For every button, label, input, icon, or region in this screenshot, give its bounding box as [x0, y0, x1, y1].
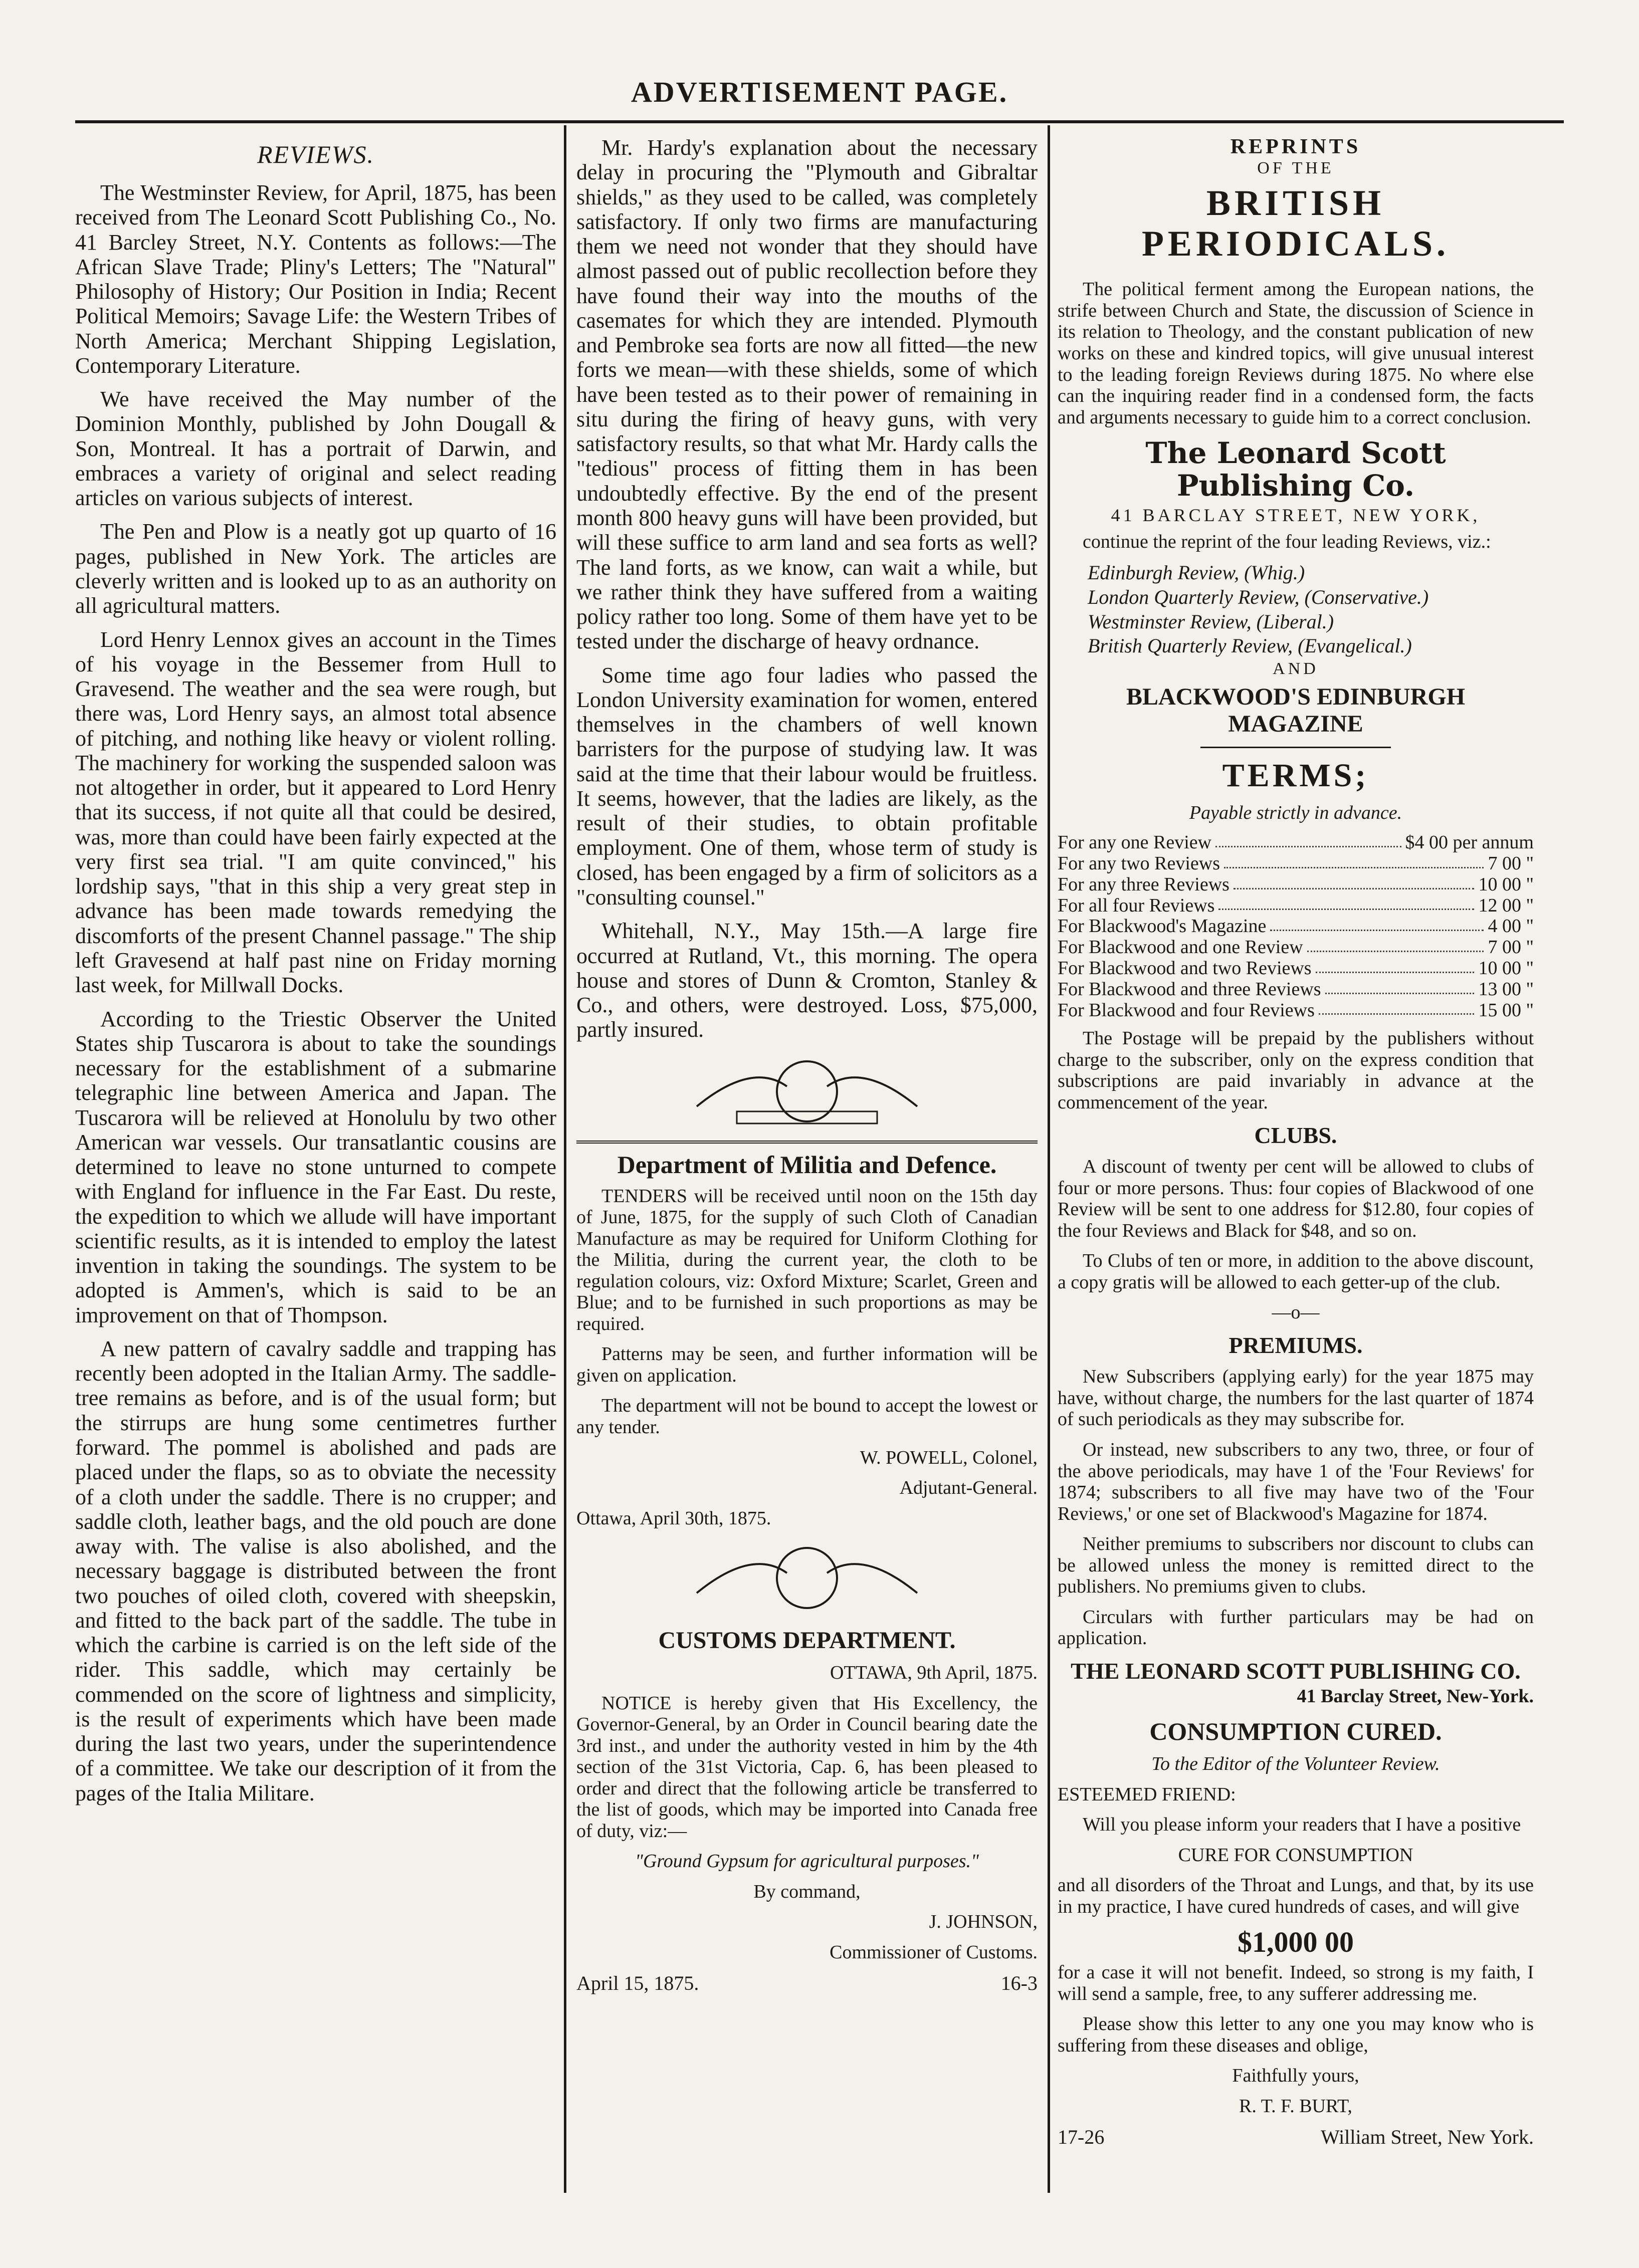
- price-value: $4 00 per annum: [1405, 832, 1534, 853]
- patterns-paragraph: Patterns may be seen, and further information will be given on application.: [576, 1343, 1038, 1386]
- price-label: For Blackwood and two Reviews: [1058, 957, 1312, 979]
- price-row: [1058, 853, 1534, 874]
- cavalry-saddle-paragraph: A new pattern of cavalry saddle and trapping has recently been adopted in the Italian Army. The saddle-tree remains as before, and is of the usual form; but the stirrups are hung some centimetres further forward. The pommel is abolished and pads are placed under the flaps, so as to obviate the necessity of a cloth under the saddle. There is no crupper; and saddle cloth, leather bags, and the old pouch are done away with. The valise is also abolished, and the necessary baggage is distributed between the front two pouches of oiled cloth, covered with sheepskin, and fitted to the back part of the saddle. The tube in which the carbine is carried is on the left side of the rider. This saddle, which may certainly be commended on the score of lightness and simplicity, is the result of experiments which have been made during the last two years, under the superintendence of a committee. We take our description of it from the pages of the Italia Militare.: [75, 1336, 556, 1805]
- premiums-paragraph-2: Or instead, new subscribers to any two, three, or four of the above periodicals, may have 1 of the 'Four Reviews' for 1874; subscribers to all five may have two of the 'Four Reviews,' or one set of Blackwood's Magazine for 1874.: [1058, 1439, 1534, 1524]
- price-row: [1058, 916, 1534, 937]
- royal-arms-emblem: [677, 1051, 937, 1131]
- section-separator: —o—: [1272, 1302, 1320, 1323]
- customs-footer: [576, 1972, 1038, 1995]
- publisher-banner: THE LEONARD SCOTT PUBLISHING CO.: [1071, 1658, 1521, 1684]
- not-bound-paragraph: The department will not be bound to accept the lowest or any tender.: [576, 1395, 1038, 1438]
- price-value: 10 00 ": [1478, 957, 1534, 979]
- will-you-inform: Will you please inform your readers that I have a positive: [1083, 1814, 1521, 1836]
- review-london-quarterly: London Quarterly Review, (Conservative.): [1088, 585, 1429, 608]
- burt-footer: [1058, 2126, 1534, 2149]
- disorders-paragraph: and all disorders of the Throat and Lungs, and that, by its use in my practice, I have cured hundreds of cases, and will give: [1058, 1875, 1534, 1917]
- reward-amount: $1,000 00: [1238, 1926, 1354, 1959]
- price-value: 7 00 ": [1488, 937, 1534, 958]
- page-header: ADVERTISEMENT PAGE.: [631, 76, 1008, 108]
- tenders-paragraph: TENDERS will be received until noon on the 15th day of June, 1875, for the supply of such Cloth of Canadian Manufacture as may be required for Uniform Clothing for the Militia, during the current year, the cloth to be regulation colours, viz: Oxford Mixture; Scarlet, Green and Blue; and to be furnished in such proportions as may be required.: [576, 1185, 1038, 1334]
- price-row: [1058, 895, 1534, 917]
- price-label: For Blackwood and four Reviews: [1058, 999, 1315, 1021]
- price-label: For any two Reviews: [1058, 852, 1220, 874]
- by-command: By command,: [753, 1881, 861, 1902]
- continue-text: continue the reprint of the four leading Reviews, viz.:: [1083, 531, 1491, 553]
- customs-emblem: [677, 1538, 937, 1618]
- whitehall-fire-paragraph: Whitehall, N.Y., May 15th.—A large fire occurred at Rutland, Vt., this morning. The opera house and stores of Dunn & Cromton, Stanley & Co., and others, were destroyed. Loss, $75,000, partly insured.: [576, 919, 1038, 1042]
- price-label: For Blackwood's Magazine: [1058, 916, 1267, 937]
- clubs-ten-paragraph: To Clubs of ten or more, in addition to the above discount, a copy gratis will be allowed to each getter-up of the club.: [1058, 1250, 1534, 1293]
- price-row: [1058, 832, 1534, 853]
- blackwood-title: BLACKWOOD'S EDINBURGH MAGAZINE: [1126, 684, 1466, 737]
- premiums-paragraph-3: Neither premiums to subscribers nor discount to clubs can be allowed unless the money is remitted direct to the publishers. No premiums given to clubs.: [1058, 1533, 1534, 1598]
- review-british-quarterly: British Quarterly Review, (Evangelical.): [1088, 634, 1412, 657]
- british-periodicals-title: BRITISH PERIODICALS.: [1141, 183, 1450, 264]
- premiums-paragraph-4: Circulars with further particulars may be had on application.: [1058, 1606, 1534, 1649]
- dot-leader: [1224, 853, 1484, 868]
- adjutant-general-title: Adjutant-General.: [899, 1477, 1038, 1499]
- publisher-banner-address: 41 Barclay Street, New-York.: [1297, 1686, 1534, 1707]
- clubs-paragraph: A discount of twenty per cent will be allowed to clubs of four or more persons. Thus: four copies of Blackwood of one Review will be sent to one address for $12.80, four copies of the four Reviews and Black for $48, and so on.: [1058, 1156, 1534, 1241]
- dot-leader: [1325, 979, 1475, 994]
- commissioner-title: Commissioner of Customs.: [830, 1941, 1038, 1963]
- price-row: [1058, 1000, 1534, 1021]
- esteemed-friend: ESTEEMED FRIEND:: [1058, 1783, 1236, 1805]
- terms-divider: [1200, 747, 1391, 748]
- johnson-signature: J. JOHNSON,: [929, 1911, 1038, 1933]
- faithfully-yours: Faithfully yours,: [1232, 2065, 1359, 2087]
- price-row: [1058, 937, 1534, 958]
- customs-footer-code: 16-3: [1000, 1971, 1038, 1994]
- price-value: 13 00 ": [1478, 978, 1534, 1000]
- price-value: 15 00 ": [1478, 999, 1534, 1021]
- price-label: For Blackwood and one Review: [1058, 937, 1303, 958]
- price-value: 10 00 ": [1478, 873, 1534, 895]
- militia-department-title: Department of Militia and Defence.: [576, 1141, 1038, 1179]
- price-label: For all four Reviews: [1058, 894, 1215, 916]
- price-label: For any one Review: [1058, 832, 1212, 853]
- price-row: [1058, 874, 1534, 895]
- ottawa-date: Ottawa, April 30th, 1875.: [576, 1507, 771, 1529]
- cure-for-consumption: CURE FOR CONSUMPTION: [1178, 1844, 1413, 1866]
- ladies-law-paragraph: Some time ago four ladies who passed the London University examination for women, entered themselves in the chambers of well known barristers for the purpose of studying law. It was said at the time that their labour would be fruitless. It seems, however, that the ladies are likely, as the result of their studies, to obtain profitable employment. One of them, whose term of study is closed, has been engaged by a firm of solicitors as a "consulting counsel.": [576, 662, 1038, 910]
- column-divider-left: [564, 125, 566, 2193]
- dot-leader: [1218, 895, 1474, 911]
- dot-leader: [1316, 958, 1475, 973]
- column-reviews: [75, 135, 556, 2188]
- price-row: [1058, 958, 1534, 979]
- publisher-address: 41 BARCLAY STREET, NEW YORK,: [1111, 505, 1481, 526]
- westminster-review-paragraph: The Westminster Review, for April, 1875, has been received from The Leonard Scott Publishing Co., No. 41 Barcley Street, N.Y. Contents as follows:—The African Slave Trade; Pliny's Letters; The "Natural" Philosophy of History; Our Position in India; Recent Political Memoirs; Savage Life: the Western Tribes of North America; Merchant Shipping Legislation, Contemporary Literature.: [75, 180, 556, 378]
- review-westminster: Westminster Review, (Liberal.): [1088, 610, 1334, 633]
- notice-paragraph: NOTICE is hereby given that His Excellency, the Governor-General, by an Order in Council bearing date the 3rd inst., and under the authority vested in him by the 4th section of the 31st Victoria, Cap. 6, has been pleased to order and direct that the following article be transferred to the list of goods, which may be imported into Canada free of duty, viz:—: [576, 1692, 1038, 1842]
- powell-signature: W. POWELL, Colonel,: [860, 1447, 1038, 1468]
- postage-paragraph: The Postage will be prepaid by the publishers without charge to the subscriber, only on the express condition that subscriptions are paid invariably in advance at the commencement of the year.: [1058, 1028, 1534, 1113]
- and-text: AND: [1273, 659, 1319, 678]
- dot-leader: [1215, 832, 1401, 847]
- header-rule: [75, 120, 1564, 123]
- tuscarora-paragraph: According to the Triestic Observer the United States ship Tuscarora is about to take the soundings necessary for the establishment of a submarine telegraphic line between America and Japan. The Tuscarora will be relieved at Honolulu by two other American war vessels. Our transatlantic cousins are determined to leave no stone unturned to compete with England for influence in the Far East. Du reste, the expedition to which we allude will have important scientific results, as it is intended to employ the latest invention in taking the soundings. The system to be adopted is Ammen's, which is said to be an improvement on that of Thompson.: [75, 1006, 556, 1327]
- terms-title: TERMS;: [1222, 757, 1369, 794]
- consumption-cured-title: CONSUMPTION CURED.: [1149, 1717, 1442, 1746]
- please-show-paragraph: Please show this letter to any one you may know who is suffering from these diseases and oblige,: [1058, 2013, 1534, 2056]
- price-label: For any three Reviews: [1058, 873, 1230, 895]
- column-divider-right: [1048, 125, 1050, 2193]
- hardy-explanation-paragraph: Mr. Hardy's explanation about the necessary delay in procuring the "Plymouth and Gibraltar shields," as they used to be called, was completely satisfactory. If only two firms are manufacturing them we need not wonder that they should have almost passed out of public recollection before they have found their way into the mouths of the casemates for which they are intended. Plymouth and Pembroke sea forts are now all fitted—the new forts we mean—with these shields, some of which have been tested as to their power of remaining in situ during the firing of heavy guns, with very satisfactory results, so that what Mr. Hardy calls the "tedious" process of fitting them in has been undoubtedly effective. By the end of the present month 800 heavy guns will have been provided, but will these suffice to arm land and sea forts as well? The land forts, as we know, can wait a while, but we rather think they have suffered from a waiting policy rather too long. Some of them have yet to be tested under the discharge of heavy ordnance.: [576, 135, 1038, 654]
- price-label: For Blackwood and three Reviews: [1058, 978, 1321, 1000]
- lord-lennox-paragraph: Lord Henry Lennox gives an account in the Times of his voyage in the Bessemer from Hull to Gravesend. The weather and the sea were rough, but there was, Lord Henry says, an almost total absence of pitching, and nothing like heavy or violent rolling. The machinery for working the suspended saloon was not altogether in order, but it appeared to Lord Henry that its success, if not quite all that could be desired, was, more than could have been fairly expected at the very first sea trial. "I am quite convinced," his lordship says, "that in this ship a very great step in advance has been made towards remedying the discomforts of the present Channel passage." The ship left Gravesend at half past nine on Friday morning last week, for Millwall Docks.: [75, 627, 556, 998]
- reviews-title: REVIEWS.: [257, 140, 374, 168]
- customs-date: OTTAWA, 9th April, 1875.: [830, 1662, 1038, 1683]
- premiums-title: PREMIUMS.: [1228, 1332, 1363, 1358]
- clubs-title: CLUBS.: [1254, 1122, 1337, 1148]
- burt-footer-code: 17-26: [1058, 2125, 1105, 2148]
- reprints-heading: REPRINTS: [1230, 135, 1361, 158]
- column-advertisements: [1058, 135, 1534, 2188]
- dot-leader: [1234, 874, 1475, 889]
- for-case-paragraph: for a case it will not benefit. Indeed, so strong is my faith, I will send a sample, free, to any sufferer addressing me.: [1058, 1962, 1534, 2004]
- dot-leader: [1307, 937, 1484, 952]
- leonard-scott-name: The Leonard Scott Publishing Co.: [1145, 436, 1446, 503]
- of-the-heading: OF THE: [1257, 159, 1334, 178]
- price-value: 4 00 ": [1488, 916, 1534, 937]
- payable-text: Payable strictly in advance.: [1189, 802, 1402, 823]
- political-ferment-paragraph: The political ferment among the European nations, the strife between Church and State, the discussion of Science in its relation to Theology, and the constant publication of new works on these and kindred topics, will give unusual interest to the leading foreign Reviews during 1875. No where else can the inquiring reader find in a condensed form, the facts and arguments necessary to guide him to a correct conclusion.: [1058, 279, 1534, 428]
- dominion-monthly-paragraph: We have received the May number of the Dominion Monthly, published by John Dougall & Son, Montreal. It has a portrait of Darwin, and embraces a variety of original and select reading articles on various subjects of interest.: [75, 387, 556, 511]
- customs-footer-date: April 15, 1875.: [576, 1971, 699, 1994]
- customs-department-title: CUSTOMS DEPARTMENT.: [658, 1627, 956, 1654]
- dot-leader: [1270, 916, 1484, 931]
- review-edinburgh: Edinburgh Review, (Whig.): [1088, 561, 1305, 584]
- burt-signature: R. T. F. BURT,: [1239, 2095, 1352, 2117]
- gypsum-item: "Ground Gypsum for agricultural purposes.": [635, 1851, 979, 1872]
- dot-leader: [1319, 1000, 1475, 1015]
- column-news: [576, 135, 1038, 2188]
- pen-and-plow-paragraph: The Pen and Plow is a neatly got up quarto of 16 pages, published in New York. The articles are cleverly written and is looked up to as an authority on all agricultural matters.: [75, 519, 556, 618]
- premiums-paragraph-1: New Subscribers (applying early) for the year 1875 may have, without charge, the numbers for the last quarter of 1874 of such periodicals as they may subscribe for.: [1058, 1366, 1534, 1430]
- price-row: [1058, 979, 1534, 1000]
- price-value: 12 00 ": [1478, 894, 1534, 916]
- price-value: 7 00 ": [1488, 852, 1534, 874]
- to-editor-line: To the Editor of the Volunteer Review.: [1151, 1753, 1440, 1775]
- burt-address: William Street, New York.: [1320, 2125, 1534, 2148]
